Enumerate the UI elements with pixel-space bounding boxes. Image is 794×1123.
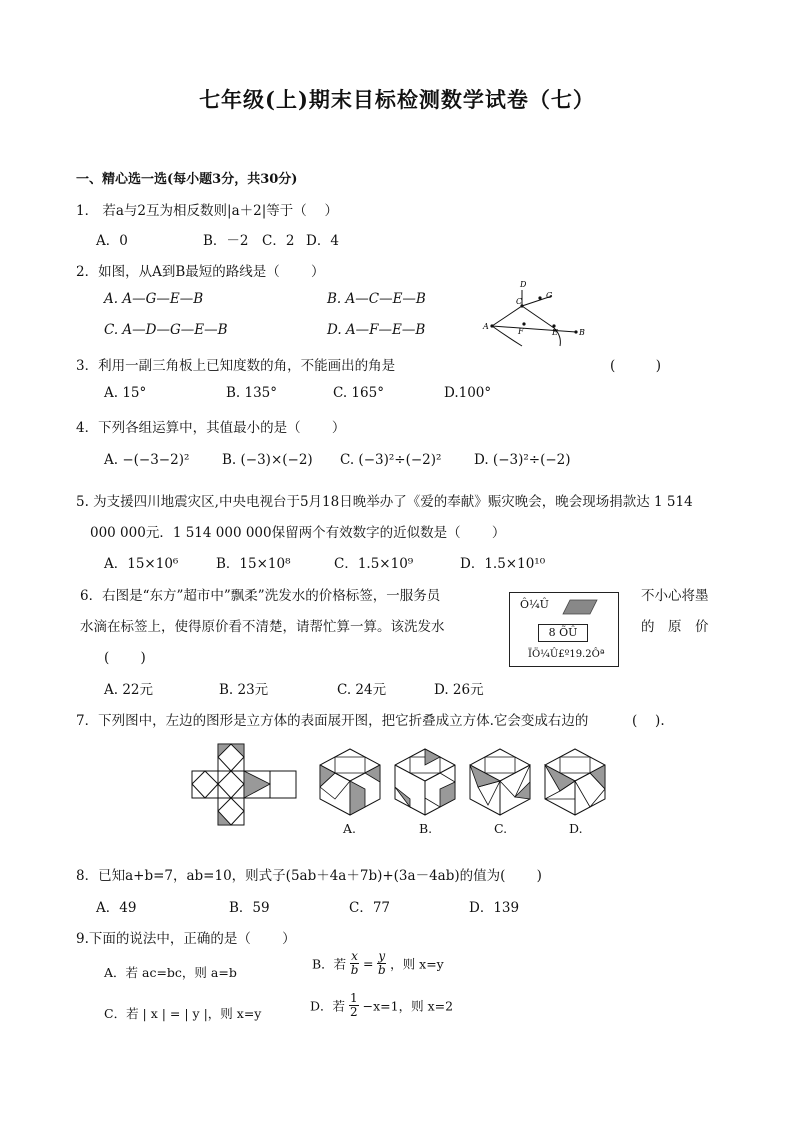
label-d: D [520, 280, 527, 289]
q9-option-d-suffix: −x=1，则 x=2 [362, 998, 454, 1014]
price-tag-current: ÏÖ¼Û£º19.2Ôª [528, 649, 605, 660]
q4-option-a: A. −(−3−2)² [104, 452, 190, 468]
q5-option-a: A．15×10⁶ [104, 556, 179, 572]
q3-option-b: B. 135° [226, 385, 278, 401]
q6-option-a: A. 22元 [104, 682, 154, 698]
q4-option-d: D. (−3)²÷(−2) [474, 452, 571, 468]
cube-option-b [393, 747, 457, 817]
q2-option-a: A. A—G—E—B [104, 291, 204, 307]
q8-option-b: B．59 [229, 900, 270, 916]
route-diagram [478, 276, 598, 348]
q8-option-d: D．139 [469, 900, 520, 916]
page-title: 七年级(上)期末目标检测数学试卷（七） [199, 87, 595, 112]
cube-a-label: A. [343, 821, 357, 836]
question-1: 1． 若a与2互为相反数则|a＋2|等于（ ） [76, 203, 339, 219]
q3-answer-paren: ( ) [610, 358, 662, 374]
q1-option-a: A．0 [96, 233, 128, 249]
frac-num-x: x [351, 949, 358, 963]
q6-option-d: D. 26元 [434, 682, 484, 698]
section-heading: 一、精心选一选(每小题3分，共30分) [76, 172, 298, 187]
q2-option-d: D. A—F—E—B [327, 322, 426, 338]
q9-option-c: C．若 | x | = | y |，则 x=y [104, 1006, 262, 1021]
q6-option-c: C. 24元 [337, 682, 387, 698]
question-6-line2b: 的 原 价 [641, 619, 709, 635]
q8-option-c: C．77 [349, 900, 391, 916]
label-f: F [518, 327, 524, 336]
cube-option-c [468, 747, 532, 817]
q2-option-b: B. A—C—E—B [327, 291, 426, 307]
question-6-line1a: 6．右图是“东方”超市中”飘柔”洗发水的价格标签，一服务员 [80, 588, 441, 604]
cube-d-label: D. [569, 821, 583, 836]
q3-option-d: D.100° [444, 385, 492, 401]
cube-option-d [543, 747, 607, 817]
question-5-line2: 000 000元．1 514 000 000保留两个有效数字的近似数是（ ） [90, 525, 506, 541]
fraction-y-over-b [377, 950, 386, 977]
frac-den-2: 2 [350, 1005, 358, 1019]
price-tag-original: Ô¼Û [520, 598, 549, 611]
q9-option-a: A．若 ac=bc，则 a=b [104, 965, 237, 980]
question-8: 8．已知a+b=7，ab=10，则式子(5ab＋4a＋7b)+(3a－4ab)的值为( ) [76, 868, 542, 884]
frac-num-y: y [378, 949, 386, 963]
question-5-line1: 5. 为支援四川地震灾区,中央电视台于5月18日晚举办了《爱的奉献》赈灾晚会，晚会现场捐款达 1 514 [76, 494, 693, 510]
question-2: 2．如图，从A到B最短的路线是（ ） [76, 264, 325, 280]
fraction-one-half [349, 992, 359, 1019]
q2-option-c: C. A—D—G—E—B [104, 322, 228, 338]
question-3: 3．利用一副三角板上已知度数的角，不能画出的角是 [76, 358, 396, 374]
q9-option-b-suffix: ，则 x=y [390, 956, 444, 972]
q8-option-a: A．49 [96, 900, 137, 916]
q3-option-c: C. 165° [333, 385, 384, 401]
fraction-x-over-b [350, 950, 359, 977]
label-b: B [579, 328, 585, 337]
q1-option-b: B．－2 [203, 233, 249, 249]
frac-den-b: b [350, 963, 359, 977]
frac-den-b2: b [377, 963, 386, 977]
question-6-line2a: 水滴在标签上，使得原价看不清楚，请帮忙算一算。该洗发水 [80, 619, 445, 635]
cube-net-figure [192, 744, 298, 826]
q9-option-b: B．若 $\frac{x}{b}$ = $\frac{y}{b}$ ，则 x=y [312, 949, 444, 977]
label-c: C [516, 297, 523, 306]
question-4: 4．下列各组运算中，其值最小的是（ ） [76, 420, 346, 436]
q5-option-d: D．1.5×10¹⁰ [460, 556, 546, 572]
q3-option-a: A. 15° [104, 385, 147, 401]
ink-blot [562, 599, 598, 615]
question-9: 9.下面的说法中，正确的是（ ） [76, 931, 296, 947]
cube-c-label: C. [494, 821, 508, 836]
q1-option-d: D．4 [306, 233, 339, 249]
label-e: E [552, 328, 558, 337]
q9-option-b-prefix: B．若 [312, 956, 347, 972]
q7-answer-paren: ( ). [632, 713, 665, 729]
q6-option-b: B. 23元 [219, 682, 269, 698]
frac-num-1: 1 [350, 991, 358, 1005]
q9-option-d [310, 992, 453, 1019]
question-6-line1b: 不小心将墨 [641, 588, 709, 604]
label-g: G [546, 291, 553, 300]
cube-b-label: B. [419, 821, 433, 836]
question-6-line3: ( ) [104, 650, 146, 666]
q4-option-b: B. (−3)×(−2) [222, 452, 313, 468]
q5-option-b: B．15×10⁸ [216, 556, 291, 572]
cube-option-a [318, 747, 382, 817]
label-a: A [483, 322, 489, 331]
q4-option-c: C. (−3)²÷(−2)² [340, 452, 442, 468]
question-7: 7．下列图中，左边的图形是立方体的表面展开图，把它折叠成立方体.它会变成右边的 [76, 713, 589, 729]
q9-option-d-prefix: D．若 [310, 998, 346, 1014]
price-tag [509, 592, 619, 667]
q5-option-c: C．1.5×10⁹ [334, 556, 414, 572]
q1-option-c: C．2 [262, 233, 295, 249]
price-tag-discount: 8 ÕÛ [538, 624, 588, 642]
